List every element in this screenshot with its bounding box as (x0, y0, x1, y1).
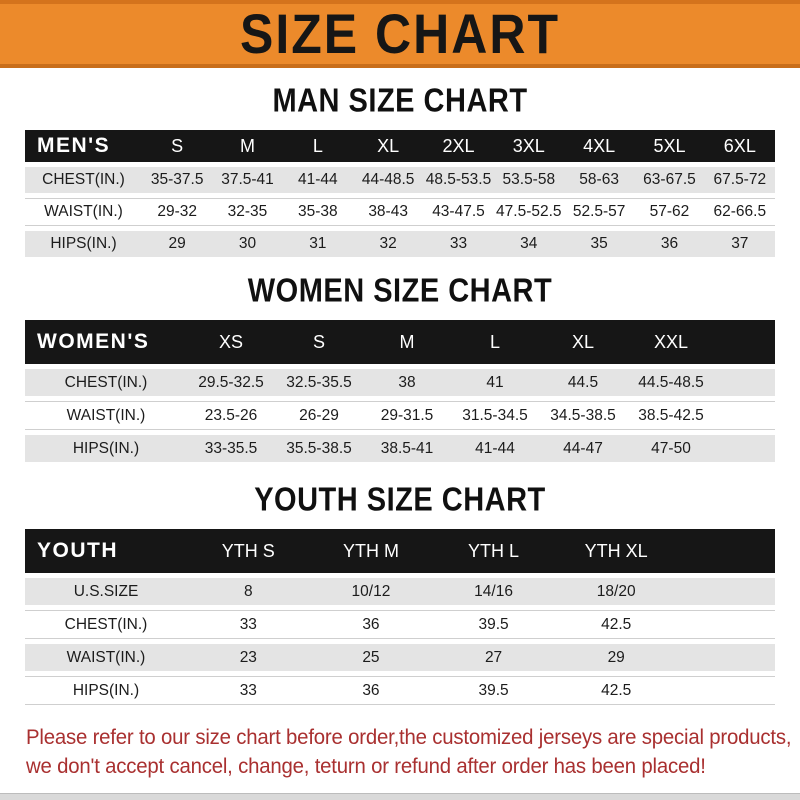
youth-section-heading: YOUTH SIZE CHART (254, 481, 546, 519)
size-value-cell: 43-47.5 (423, 198, 493, 226)
table-corner-label: MEN'S (25, 130, 142, 162)
size-value-cell: 33 (423, 231, 493, 257)
size-value-cell: 44.5 (539, 369, 627, 396)
trailing-spacer (678, 644, 776, 671)
row-label: HIPS(IN.) (25, 231, 142, 257)
size-value-cell: 35 (564, 231, 634, 257)
size-value-cell: 29-32 (142, 198, 212, 226)
size-value-cell: 42.5 (555, 676, 678, 705)
size-value-cell: 29-31.5 (363, 401, 451, 430)
size-column-header: 5XL (634, 130, 704, 162)
row-label: CHEST(IN.) (25, 167, 142, 193)
size-value-cell: 41-44 (451, 435, 539, 462)
size-value-cell: 8 (187, 578, 310, 605)
size-value-cell: 37.5-41 (212, 167, 282, 193)
bottom-edge-strip (0, 793, 800, 800)
size-column-header: XXL (627, 320, 715, 364)
size-value-cell: 39.5 (432, 610, 555, 639)
size-value-cell: 25 (310, 644, 433, 671)
size-chart-banner (0, 0, 800, 68)
trailing-spacer (678, 676, 776, 705)
trailing-spacer (715, 401, 775, 430)
size-value-cell: 31.5-34.5 (451, 401, 539, 430)
size-value-cell: 38-43 (353, 198, 423, 226)
trailing-spacer (678, 578, 776, 605)
row-label: HIPS(IN.) (25, 676, 187, 705)
size-value-cell: 23 (187, 644, 310, 671)
size-value-cell: 47.5-52.5 (494, 198, 564, 226)
size-value-cell: 10/12 (310, 578, 433, 605)
row-label: WAIST(IN.) (25, 198, 142, 226)
size-column-header: XS (187, 320, 275, 364)
size-column-header: L (283, 130, 353, 162)
table-corner-label: WOMEN'S (25, 320, 187, 364)
table-row (25, 610, 775, 639)
row-label: WAIST(IN.) (25, 401, 187, 430)
banner-title: SIZE CHART (240, 2, 560, 66)
size-value-cell: 63-67.5 (634, 167, 704, 193)
size-value-cell: 33-35.5 (187, 435, 275, 462)
size-column-header: L (451, 320, 539, 364)
size-column-header: S (142, 130, 212, 162)
size-value-cell: 27 (432, 644, 555, 671)
size-value-cell: 35-38 (283, 198, 353, 226)
size-value-cell: 58-63 (564, 167, 634, 193)
table-corner-label: YOUTH (25, 529, 187, 573)
size-column-header: XL (539, 320, 627, 364)
size-value-cell: 32 (353, 231, 423, 257)
row-label: WAIST(IN.) (25, 644, 187, 671)
trailing-spacer (715, 320, 775, 364)
size-value-cell: 33 (187, 676, 310, 705)
size-value-cell: 47-50 (627, 435, 715, 462)
size-value-cell: 67.5-72 (705, 167, 775, 193)
row-label: U.S.SIZE (25, 578, 187, 605)
trailing-spacer (678, 610, 776, 639)
size-value-cell: 29 (555, 644, 678, 671)
table-header-row (25, 130, 775, 162)
size-value-cell: 44-47 (539, 435, 627, 462)
size-column-header: 2XL (423, 130, 493, 162)
size-value-cell: 37 (705, 231, 775, 257)
size-column-header: S (275, 320, 363, 364)
size-value-cell: 38.5-42.5 (627, 401, 715, 430)
size-column-header: M (363, 320, 451, 364)
table-row (25, 401, 775, 430)
size-column-header: YTH S (187, 529, 310, 573)
size-value-cell: 41 (451, 369, 539, 396)
size-value-cell: 53.5-58 (494, 167, 564, 193)
size-column-header: YTH L (432, 529, 555, 573)
order-policy-line-1: Please refer to our size chart before order,the customized jerseys are special products, (26, 726, 792, 749)
size-value-cell: 44.5-48.5 (627, 369, 715, 396)
size-value-cell: 14/16 (432, 578, 555, 605)
size-value-cell: 32-35 (212, 198, 282, 226)
women-section-heading: WOMEN SIZE CHART (247, 272, 553, 310)
trailing-spacer (715, 435, 775, 462)
size-value-cell: 33 (187, 610, 310, 639)
men-section-heading: MAN SIZE CHART (272, 82, 528, 120)
size-value-cell: 31 (283, 231, 353, 257)
table-row (25, 198, 775, 226)
size-value-cell: 62-66.5 (705, 198, 775, 226)
size-value-cell: 30 (212, 231, 282, 257)
size-column-header: 4XL (564, 130, 634, 162)
size-value-cell: 52.5-57 (564, 198, 634, 226)
size-value-cell: 44-48.5 (353, 167, 423, 193)
size-value-cell: 39.5 (432, 676, 555, 705)
row-label: CHEST(IN.) (25, 369, 187, 396)
size-value-cell: 18/20 (555, 578, 678, 605)
table-row (25, 369, 775, 396)
table-row (25, 231, 775, 257)
size-column-header: 3XL (494, 130, 564, 162)
size-value-cell: 35-37.5 (142, 167, 212, 193)
row-label: HIPS(IN.) (25, 435, 187, 462)
size-column-header: 6XL (705, 130, 775, 162)
table-header-row (25, 529, 775, 573)
men-size-table (25, 125, 775, 262)
women-size-table (25, 315, 775, 467)
size-column-header: YTH M (310, 529, 433, 573)
size-value-cell: 36 (310, 610, 433, 639)
size-value-cell: 23.5-26 (187, 401, 275, 430)
size-value-cell: 29 (142, 231, 212, 257)
youth-size-table (25, 524, 775, 710)
table-row (25, 435, 775, 462)
order-policy-line-2: we don't accept cancel, change, teturn or refund after order has been placed! (26, 755, 706, 778)
size-value-cell: 29.5-32.5 (187, 369, 275, 396)
size-value-cell: 35.5-38.5 (275, 435, 363, 462)
size-value-cell: 36 (634, 231, 704, 257)
size-value-cell: 34.5-38.5 (539, 401, 627, 430)
size-column-header: YTH XL (555, 529, 678, 573)
size-value-cell: 36 (310, 676, 433, 705)
size-value-cell: 41-44 (283, 167, 353, 193)
size-value-cell: 26-29 (275, 401, 363, 430)
table-row (25, 676, 775, 705)
size-value-cell: 42.5 (555, 610, 678, 639)
size-value-cell: 38 (363, 369, 451, 396)
size-column-header: M (212, 130, 282, 162)
table-header-row (25, 320, 775, 364)
trailing-spacer (678, 529, 776, 573)
size-value-cell: 32.5-35.5 (275, 369, 363, 396)
trailing-spacer (715, 369, 775, 396)
row-label: CHEST(IN.) (25, 610, 187, 639)
table-row (25, 644, 775, 671)
table-row (25, 167, 775, 193)
table-row (25, 578, 775, 605)
size-value-cell: 48.5-53.5 (423, 167, 493, 193)
size-column-header: XL (353, 130, 423, 162)
size-value-cell: 57-62 (634, 198, 704, 226)
order-policy-note (26, 723, 792, 781)
size-value-cell: 38.5-41 (363, 435, 451, 462)
size-value-cell: 34 (494, 231, 564, 257)
